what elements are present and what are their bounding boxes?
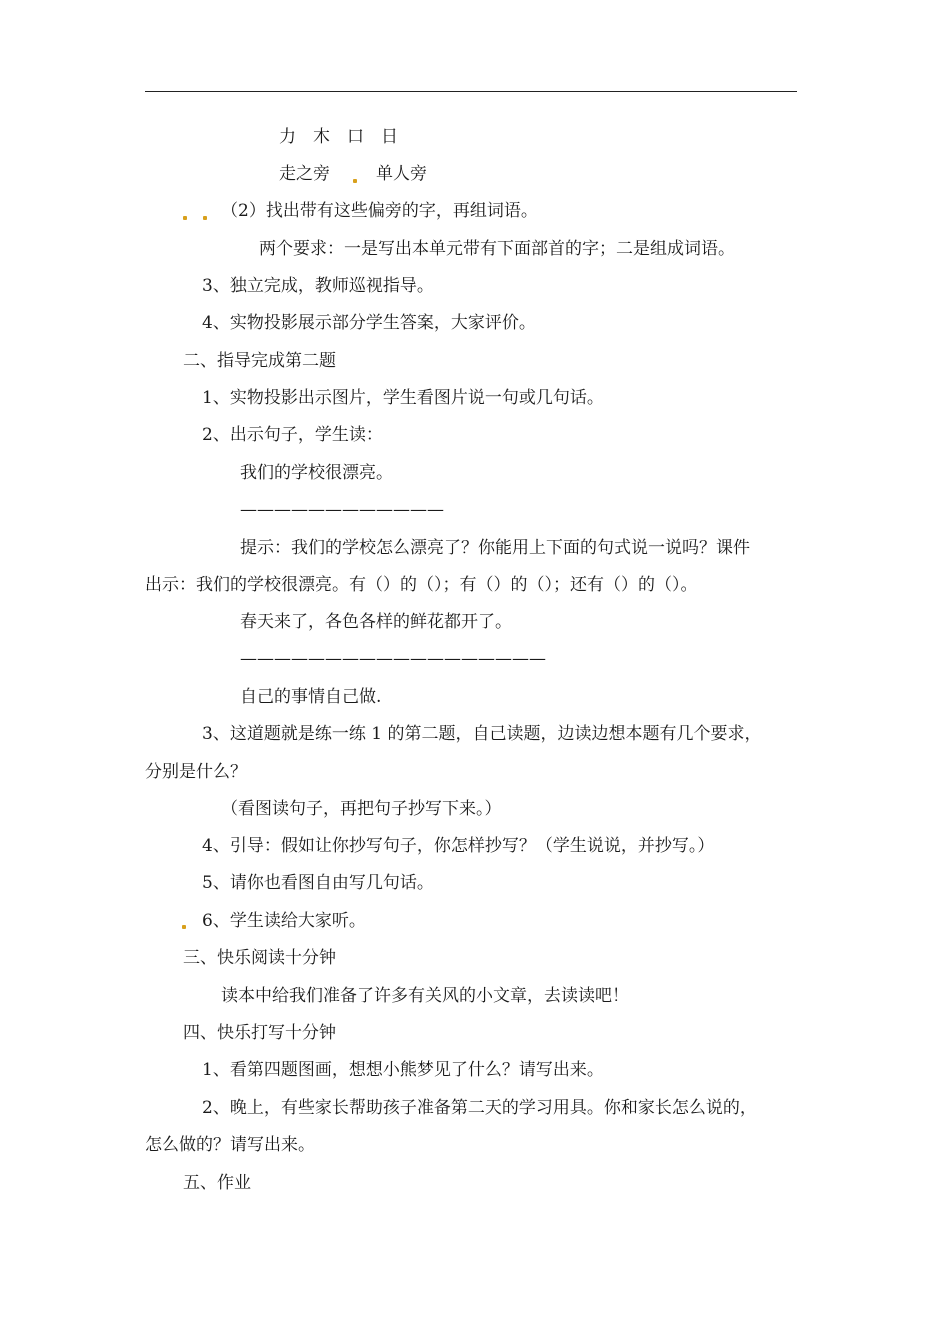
hint-line: 提示：我们的学校怎么漂亮了？你能用上下面的句式说一说吗？课件 — [240, 538, 750, 558]
blank-line-1: ———————————— — [240, 500, 444, 520]
reading-text: 读本中给我们准备了许多有关风的小文章，去读读吧！ — [221, 986, 629, 1006]
section-2-heading: 二、指导完成第二题 — [183, 351, 336, 371]
decorative-dot — [182, 925, 186, 929]
step-3-exercise: 3、这道题就是练一练 1 的第二题，自己读题，边读边想本题有几个要求， — [202, 724, 762, 744]
section-3-heading: 三、快乐阅读十分钟 — [183, 948, 336, 968]
step-1-bear: 1、看第四题图画，想想小熊梦见了什么？请写出来。 — [202, 1060, 604, 1080]
blank-line-2: —————————————————— — [240, 649, 546, 669]
step-6-read: 6、学生读给大家听。 — [202, 911, 366, 931]
step-4-projection: 4、实物投影展示部分学生答案，大家评价。 — [202, 313, 536, 333]
step-2-continued: 怎么做的？请写出来。 — [145, 1135, 315, 1155]
step-3-independent: 3、独立完成，教师巡视指导。 — [202, 276, 434, 296]
step-4-guide: 4、引导：假如让你抄写句子，你怎样抄写？（学生说说，并抄写。） — [202, 836, 715, 856]
decorative-dot — [183, 216, 187, 220]
section-5-heading: 五、作业 — [183, 1173, 251, 1193]
sentence-self: 自己的事情自己做. — [240, 687, 382, 707]
step-5-write: 5、请你也看图自由写几句话。 — [202, 873, 434, 893]
sentence-spring: 春天来了，各色各样的鲜花都开了。 — [240, 612, 512, 632]
task-find-words: （2）找出带有这些偏旁的字，再组词语。 — [221, 201, 538, 221]
step-2-sentence: 2、出示句子，学生读： — [202, 425, 383, 445]
decorative-dot — [203, 216, 207, 220]
two-requirements: 两个要求：一是写出本单元带有下面部首的字；二是组成词语。 — [259, 239, 735, 259]
decorative-dot — [353, 179, 357, 183]
step-2-parents: 2、晚上，有些家长帮助孩子准备第二天的学习用具。你和家长怎么说的， — [202, 1098, 757, 1118]
sentence-school: 我们的学校很漂亮。 — [240, 463, 393, 483]
step-1-picture: 1、实物投影出示图片，学生看图片说一句或几句话。 — [202, 388, 604, 408]
header-rule — [145, 91, 797, 92]
radical-danren: 单人旁 — [376, 164, 427, 184]
note-copy: （看图读句子，再把句子抄写下来。） — [221, 799, 502, 819]
radicals-row-1: 力 木 口 日 — [279, 127, 398, 147]
radical-zouzhi: 走之旁 — [279, 164, 330, 184]
step-3-continued: 分别是什么？ — [145, 762, 247, 782]
section-4-heading: 四、快乐打写十分钟 — [183, 1023, 336, 1043]
hint-continued: 出示：我们的学校很漂亮。有（）的（）；有（）的（）；还有（）的（）。 — [145, 575, 698, 595]
